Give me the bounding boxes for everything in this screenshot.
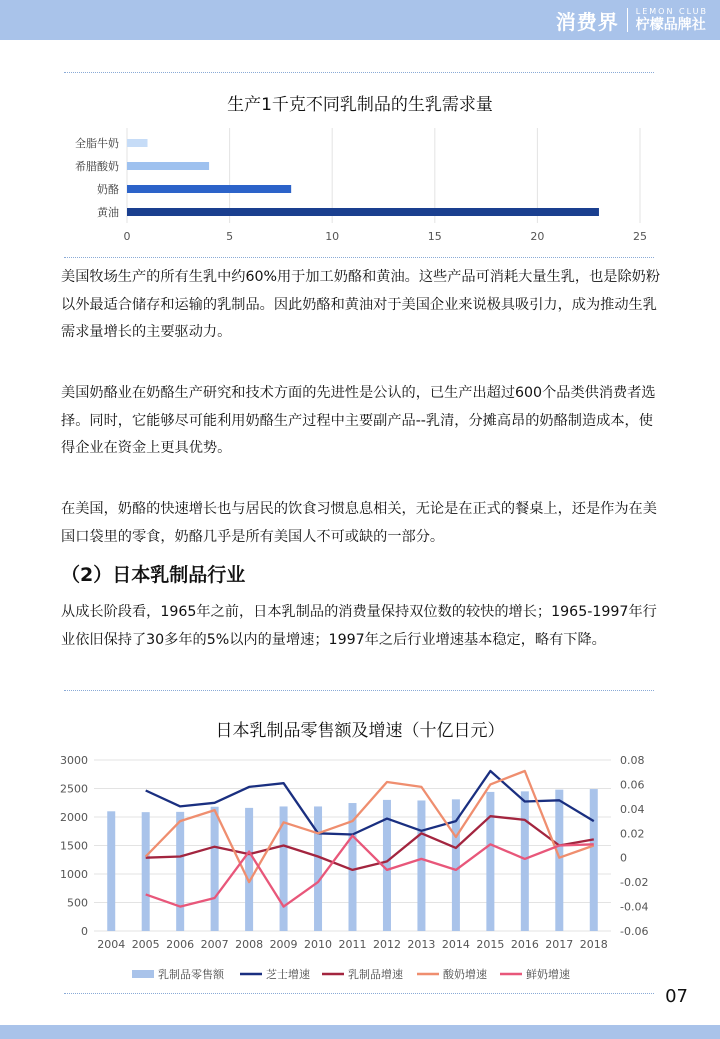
chart1-x-tick-label: 10 xyxy=(325,230,340,243)
chart2-x-tick-label: 2009 xyxy=(269,938,298,951)
chart2-x-tick-label: 2017 xyxy=(545,938,574,951)
chart1-title: 生产1千克不同乳制品的生乳需求量 xyxy=(227,95,493,115)
chart1-x-tick-label: 5 xyxy=(226,230,234,243)
chart2-title: 日本乳制品零售额及增速（十亿日元） xyxy=(215,721,505,741)
chart2-x-tick-label: 2014 xyxy=(441,938,470,951)
chart2-left-tick-label: 1500 xyxy=(60,839,88,853)
chart2-x-tick-label: 2012 xyxy=(372,938,401,951)
logo-en: LEMON CLUB xyxy=(635,7,708,16)
chart2-bar xyxy=(417,800,425,931)
chart2-x-tick-label: 2016 xyxy=(510,938,539,951)
chart2-x-tick-label: 2018 xyxy=(579,938,608,951)
section-heading: （2）日本乳制品行业 xyxy=(61,564,246,586)
chart2-right-tick-label: 0.04 xyxy=(620,802,645,816)
chart2-japan-dairy xyxy=(0,745,720,990)
chart2-left-tick-label: 0 xyxy=(81,925,88,938)
logo-cn: 柠檬品牌社 xyxy=(635,17,706,33)
chart2-legend-swatch xyxy=(132,970,154,978)
chart1-bar xyxy=(127,139,148,147)
chart2-bar xyxy=(314,806,322,931)
chart1-category-label: 黄油 xyxy=(97,206,119,219)
chart2-legend-label: 乳制品增速 xyxy=(348,968,403,981)
chart2-x-tick-label: 2007 xyxy=(200,938,229,951)
paragraph-3: 在美国，奶酪的快速增长也与居民的饮食习惯息息相关，无论是在正式的餐桌上，还是作为在美国口袋里的零食，奶酪几乎是所有美国人不可或缺的一部分。 xyxy=(61,501,657,545)
header-bar xyxy=(0,0,720,40)
chart2-right-tick-label: -0.02 xyxy=(620,876,649,890)
chart2-right-tick-label: -0.06 xyxy=(620,925,649,938)
footer-bar xyxy=(0,1025,720,1039)
chart2-bar xyxy=(521,791,529,931)
chart2-left-tick-label: 2500 xyxy=(60,782,88,796)
chart2-x-tick-label: 2013 xyxy=(407,938,436,951)
logo-main: 消费界 xyxy=(555,9,619,34)
chart2-legend-label: 芝士增速 xyxy=(266,968,310,981)
chart2-x-tick-label: 2011 xyxy=(338,938,367,951)
chart2-left-tick-label: 3000 xyxy=(60,754,88,767)
chart1-bar xyxy=(127,185,291,193)
chart1-category-label: 全脂牛奶 xyxy=(75,137,119,150)
chart1-raw-milk-bar xyxy=(0,120,720,260)
chart1-bar xyxy=(127,208,599,216)
chart2-bar xyxy=(107,811,115,931)
chart2-bar xyxy=(555,790,563,931)
chart2-legend-label: 乳制品零售额 xyxy=(158,968,224,981)
chart2-x-tick-label: 2006 xyxy=(166,938,195,951)
chart2-legend-label: 鲜奶增速 xyxy=(526,968,570,981)
chart1-category-label: 希腊酸奶 xyxy=(75,160,119,173)
chart2-bar xyxy=(590,789,598,931)
chart2-x-tick-label: 2008 xyxy=(235,938,264,951)
chart2-x-tick-label: 2010 xyxy=(304,938,333,951)
chart2-bar xyxy=(486,792,494,931)
divider-bottom xyxy=(64,993,654,994)
brand-logo xyxy=(556,4,708,36)
chart2-right-tick-label: 0.08 xyxy=(620,754,645,767)
chart2-x-tick-label: 2004 xyxy=(97,938,126,951)
chart2-bar xyxy=(245,808,253,931)
chart1-x-tick-label: 0 xyxy=(123,230,131,243)
logo-divider xyxy=(627,8,628,32)
page-number: 07 xyxy=(665,986,688,1007)
paragraph-1: 美国牧场生产的所有生乳中约60%用于加工奶酪和黄油。这些产品可消耗大量生乳，也是除奶粉以外最适合储存和运输的乳制品。因此奶酪和黄油对于美国企业来说极具吸引力，成为推动生乳需求量增长的主要驱动力。 xyxy=(61,269,661,340)
chart2-legend-label: 酸奶增速 xyxy=(443,968,487,981)
chart2-bar xyxy=(211,807,219,931)
chart2-x-tick-label: 2015 xyxy=(476,938,505,951)
chart1-x-tick-label: 25 xyxy=(633,230,647,243)
chart2-left-tick-label: 500 xyxy=(67,896,88,910)
chart2-right-tick-label: 0.06 xyxy=(620,778,645,792)
divider-top xyxy=(64,72,654,73)
chart1-x-tick-label: 20 xyxy=(530,230,545,243)
chart2-bar xyxy=(176,812,184,931)
divider-chart1 xyxy=(64,257,654,258)
chart2-right-tick-label: -0.04 xyxy=(620,900,649,914)
paragraph-2: 美国奶酪业在奶酪生产研究和技术方面的先进性是公认的，已生产出超过600个品类供消费者选择。同时，它能够尽可能利用奶酪生产过程中主要副产品--乳清，分摊高昂的奶酪制造成本，使得企业在资金上更具优势。 xyxy=(61,385,656,456)
chart2-x-tick-label: 2005 xyxy=(131,938,160,951)
chart2-right-tick-label: 0.02 xyxy=(620,827,645,841)
chart2-left-tick-label: 2000 xyxy=(60,811,88,824)
chart1-category-label: 奶酪 xyxy=(97,183,119,196)
chart2-bar xyxy=(142,812,150,931)
paragraph-4: 从成长阶段看，1965年之前，日本乳制品的消费量保持双位数的较快的增长；1965-1997年行业依旧保持了30多年的5%以内的量增速；1997年之后行业增速基本稳定，略有下降。 xyxy=(61,604,657,648)
chart2-left-tick-label: 1000 xyxy=(60,868,88,881)
chart2-right-tick-label: 0 xyxy=(620,851,627,865)
chart1-x-tick-label: 15 xyxy=(427,230,442,243)
chart1-bar xyxy=(127,162,209,170)
divider-chart2-top xyxy=(64,690,654,691)
